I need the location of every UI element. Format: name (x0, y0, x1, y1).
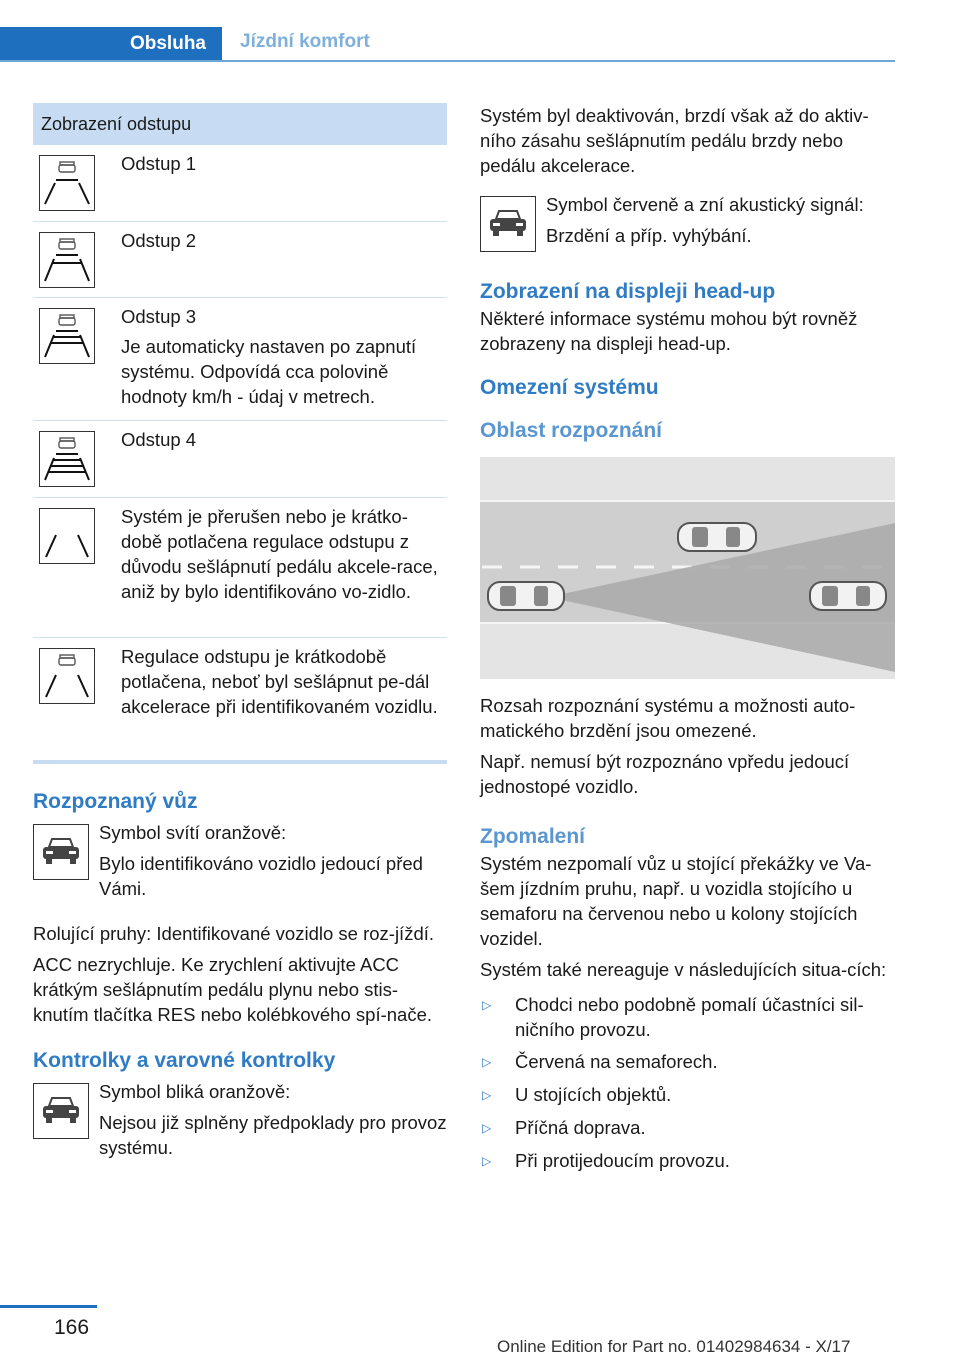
table-cell-text: Odstup 1 (121, 153, 197, 174)
car-top-view-left (488, 582, 564, 610)
triangle-bullet-icon: ▷ (482, 1055, 492, 1069)
triangle-bullet-icon: ▷ (482, 998, 492, 1012)
table-cell-text: Odstup 4 (121, 429, 197, 450)
tab-obsluha-label: Obsluha (129, 33, 206, 54)
car-orange-icon (33, 824, 89, 880)
list-item: ▷ Příčná doprava. (480, 1115, 895, 1141)
table-row (33, 421, 447, 498)
table-row (33, 298, 447, 421)
paragraph: Např. nemusí být rozpoznáno vpředu jedoucí jednostopé vozidlo. (480, 751, 850, 797)
hud-heading: Zobrazení na displeji head-up (480, 280, 776, 303)
system-interrupted-icon (39, 508, 95, 564)
paragraph: ACC nezrychluje. Ke zrychlení aktivujte ACC krátkým sešlápnutím pedálu plynu nebo stis-knutím tlačítka RES nebo kolébkového spí-nače. (33, 954, 432, 1025)
paragraph: Systém také nereaguje v následujících situa-cích: (480, 959, 887, 980)
distance-2-icon (39, 232, 95, 288)
table-row (33, 498, 447, 638)
edition-note: Online Edition for Part no. 01402984634 - X/17 (497, 1337, 851, 1356)
right-column (480, 103, 895, 1181)
table-cell-text: Odstup 2 (121, 230, 197, 251)
car-blinking-icon (33, 1083, 89, 1139)
footer-rule (0, 1305, 97, 1308)
symbol-description: Symbol červeně a zní akustický signál: (546, 194, 864, 215)
car-top-view-right (810, 582, 886, 610)
list-item: ▷ Červená na semaforech. (480, 1049, 895, 1075)
distance-3-icon (39, 308, 95, 364)
red-symbol-block (480, 192, 895, 254)
header-divider (0, 60, 895, 62)
table-cell-text: Regulace odstupu je krátkodobě potlačena, neboť byl sešlápnut pe-dál akcelerace při identifikovaném vozidlu. (121, 646, 438, 717)
table-cell-title: Odstup 3 (121, 306, 197, 327)
table-bottom-rule (33, 760, 447, 764)
system-limits-heading: Omezení systému (480, 376, 659, 399)
list-item: ▷ Při protijedoucím provozu. (480, 1148, 895, 1174)
list-item: ▷ U stojících objektů. (480, 1082, 895, 1108)
symbol-description: Symbol svítí oranžově: (99, 822, 287, 843)
table-cell-text: Je automaticky nastaven po zapnutí systému. Odpovídá cca polovině hodnoty km/h - údaj v metrech. (121, 336, 417, 407)
recognized-vehicle-heading: Rozpoznaný vůz (33, 790, 198, 813)
table-row (33, 145, 447, 222)
symbol-meaning: Bylo identifikováno vozidlo jedoucí před Vámi. (99, 853, 423, 899)
detection-area-diagram (480, 457, 895, 679)
paragraph: Některé informace systému mohou být rovněž zobrazeny na displeji head-up. (480, 308, 858, 354)
paragraph: Rozsah rozpoznání systému a možnosti auto-matického brzdění jsou omezené. (480, 695, 856, 741)
triangle-bullet-icon: ▷ (482, 1088, 492, 1102)
car-red-icon (480, 196, 536, 252)
tab-obsluha[interactable] (0, 27, 222, 61)
distance-4-icon (39, 431, 95, 487)
table-row (33, 638, 447, 752)
warnings-heading: Kontrolky a varovné kontrolky (33, 1049, 336, 1072)
symbol-description: Symbol bliká oranžově: (99, 1081, 291, 1102)
left-column (33, 103, 447, 1166)
distance-table-heading: Zobrazení odstupu (33, 103, 447, 145)
table-row (33, 222, 447, 298)
recognized-vehicle-symbol-block (33, 820, 447, 907)
triangle-bullet-icon: ▷ (482, 1154, 492, 1168)
table-cell-text: Systém je přerušen nebo je krátko-době potlačena regulace odstupu z důvodu sešlápnutí pedálu akcele-race, aniž by bylo identifikováno vo-zidlo. (121, 506, 438, 602)
paragraph: Rolující pruhy: Identifikované vozidlo se roz-jíždí. (33, 923, 435, 944)
tab-jizdni-komfort[interactable]: Jízdní komfort (240, 31, 370, 52)
slowdown-heading: Zpomalení (480, 825, 586, 848)
symbol-meaning: Nejsou již splněny předpoklady pro provoz systému. (99, 1112, 447, 1158)
page-header (0, 0, 895, 62)
symbol-meaning: Brzdění a příp. vyhýbání. (546, 225, 752, 246)
distance-1-icon (39, 155, 95, 211)
car-top-view-center (678, 523, 756, 551)
list-item: ▷ Chodci nebo podobně pomalí účastníci sil-ničního provozu. (482, 994, 864, 1040)
triangle-bullet-icon: ▷ (482, 1121, 492, 1135)
paragraph: Systém nezpomalí vůz u stojící překážky ve Va-šem jízdním pruhu, např. u vozidla stojícího u semaforu na červenou nebo u kolony stojících vozidel. (480, 853, 872, 949)
paragraph: Systém byl deaktivován, brzdí však až do aktiv-ního zásahu sešlápnutím pedálu brzdy nebo pedálu akcelerace. (480, 105, 869, 176)
distance-suppressed-icon (39, 648, 95, 704)
page-number: 166 (54, 1316, 90, 1339)
detection-area-heading: Oblast rozpoznání (480, 419, 663, 442)
warnings-symbol-block (33, 1079, 447, 1166)
